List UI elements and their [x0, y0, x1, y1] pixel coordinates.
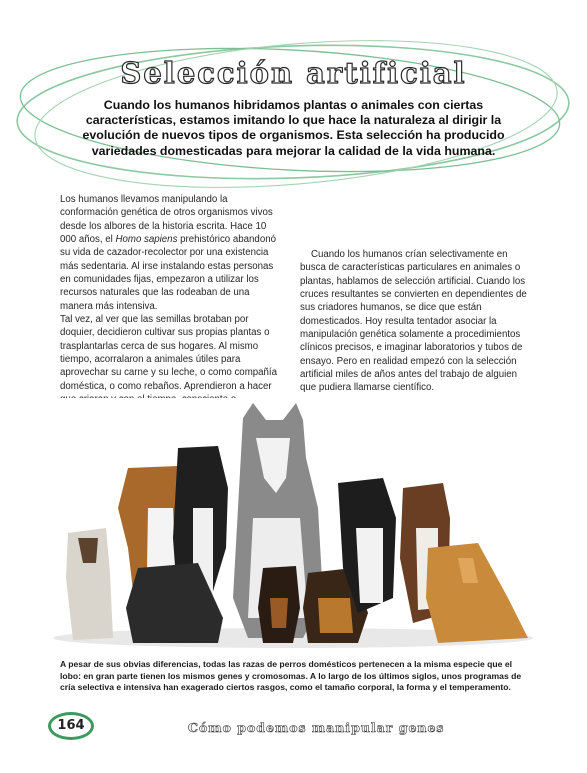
running-footer: Cómo podemos manipular genes	[188, 720, 445, 735]
body-paragraph-1: Los humanos llevamos manipulando la conformación genética de otros organismos vivos desde los albores de la historia escrita. Hace 10 000 años, el Homo sapiens prehistórico abandonó su vida de cazador-recolector por una existencia más sedentaria. Al irse instalando estas personas en comunidades fijas, empezaron a utilizar los recursos naturales que las rodeaban de una manera más intensiva.	[60, 194, 276, 312]
page-title: Selección artificial	[120, 56, 467, 90]
body-column-right	[300, 193, 528, 395]
lead-paragraph: Cuando los humanos hibridamos plantas o animales con ciertas características, estamos imitando lo que hace la naturaleza al dirigir la evolución de nuevos tipos de organismos. Esta selección ha producido variedades domesticadas para mejorar la calidad de la vida humana.	[82, 98, 505, 158]
photo-caption: A pesar de sus obvias diferencias, todas las razas de perros domésticos pertenecen a la misma especie que el lobo: en gran parte tienen los mismos genes y cromosomas. A lo largo de los últimos siglos, unos programas de cría selectiva e intensiva han exagerado ciertos rasgos, como el tamaño corporal, la forma y el temperamento.	[60, 659, 522, 693]
body-paragraph-3: Cuando los humanos crían selectivamente en busca de características particulares en animales o plantas, hablamos de selección artificial. Cuando los cruces resultantes se convierten en dependientes de sus criadores humanos, se dice que están domesticados. Hoy resulta tentador asociar la manipulación genética solamente a procedimientos clínicos precisos, e imaginar laboratorios y tubos de ensayo. Pero en realidad empezó con la selección artificial miles de años antes del trabajo de alguien que pudiera llamarse científico.	[300, 249, 527, 394]
body-paragraph-2: Tal vez, al ver que las semillas brotaban por doquier, decidieron cultivar sus propias plantas o trasplantarlas cerca de sus hogares. Al mismo tiempo, acorralaron a animales útiles para aprovechar su carne y su leche, o como compañía doméstica, o como rebaños. Aprendieron a hacer	[60, 314, 278, 392]
page-number: 164	[48, 712, 94, 740]
dogs-photo	[38, 398, 549, 650]
